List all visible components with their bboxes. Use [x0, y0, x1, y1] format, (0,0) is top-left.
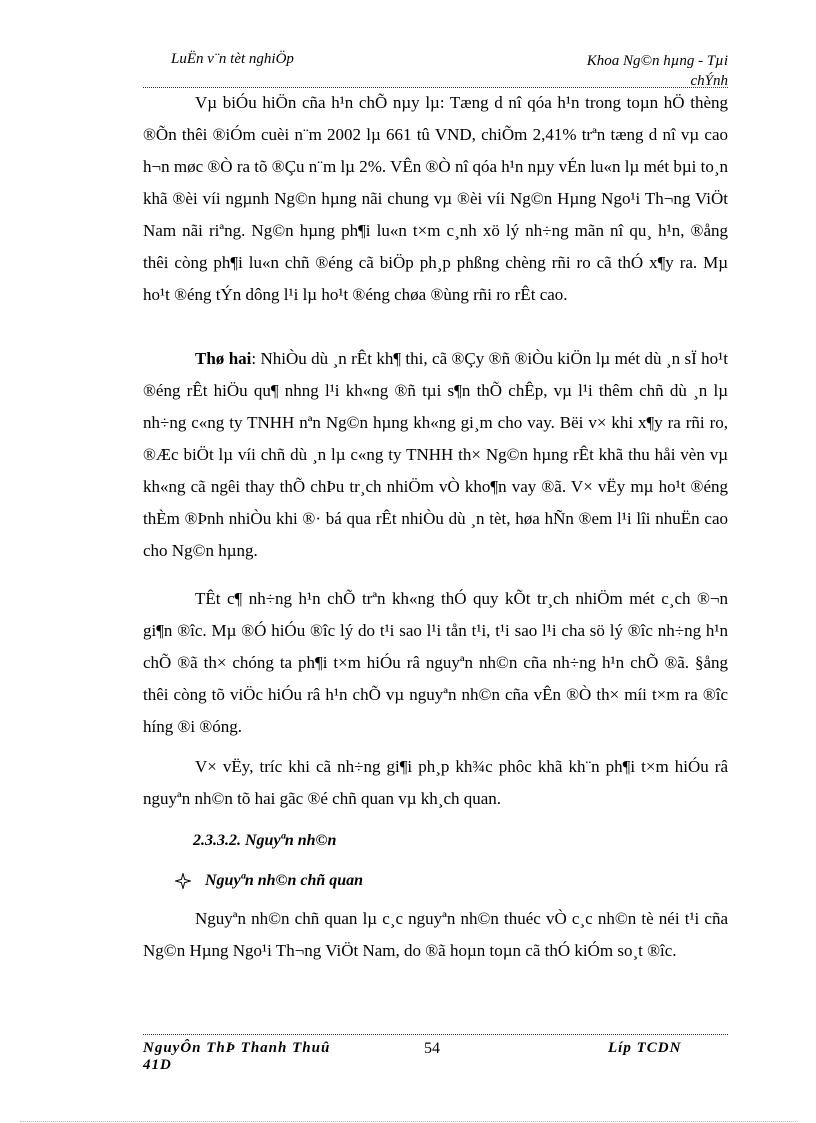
- paragraph-4: V× vËy, tríc khi cã nh÷ng gi¶i ph¸p kh¾c phôc khã kh¨n ph¶i t×m hiÓu râ nguyªn nh©n tõ hai gãc ®é chñ quan vµ kh¸ch quan.: [143, 757, 728, 808]
- header-faculty: [528, 51, 728, 91]
- paragraph-1: Vµ biÓu hiÖn cña h¹n chÕ nµy lµ: Tæng d nî qóa h¹n trong toµn hÖ thèng ®Õn thêi ®iÓm cuèi n¨m 2002 lµ 661 tû VND, chiÕm 2,41% trªn tæng d nî vµ cao h¬n møc ®Ò ra tõ ®Çu n¨m lµ 2%. VÊn ®Ò nî qóa h¹n nµy vÉn lu«n lµ mét bµi to¸n khã ®èi víi ngµnh Ng©n hµng nãi chung vµ ®èi víi Ng©n Hµng Ngo¹i Th¬ng ViÖt Nam nãi riªng. Ng©n hµng ph¶i lu«n t×m c¸nh xö lý nh÷ng mãn nî qu¸ h¹n, ®ång thêi còng ph¶i lu«n chñ ®éng cã biÖp ph¸p phßng chèng rñi ro cã thÓ x¶y ra. Mµ ho¹t ®éng tÝn dông l¹i lµ ho¹t ®éng chøa ®ùng rñi ro rÊt cao.: [143, 93, 728, 304]
- paragraph-3: TÊt c¶ nh÷ng h¹n chÕ trªn kh«ng thÓ quy kÕt tr¸ch nhiÖm mét c¸ch ®¬n gi¶n ®îc. Mµ ®Ó hiÓu ®îc lý do t¹i sao l¹i tån t¹i, t¹i sao l¹i cha sö lý ®îc nh÷ng h¹n chÕ ®ã th× chóng ta ph¶i t×m hiÓu râ nguyªn nh©n cña nh÷ng h¹n chÕ ®ã. §ång thêi còng tõ viÖc hiÓu râ h¹n chÕ vµ nguyªn nh©n cña vÊn ®Ò th× míi t×m ra ®îc híng ®i ®óng.: [143, 589, 728, 736]
- footer-divider: [143, 1034, 728, 1035]
- four-point-star-icon: [175, 873, 191, 889]
- footer-class: Líp TCDN: [608, 1040, 682, 1056]
- header-faculty-line1: Khoa Ng©n hµng - Tµi: [586, 53, 728, 69]
- paragraph-5: Nguyªn nh©n chñ quan lµ c¸c nguyªn nh©n thuéc vÒ c¸c nh©n tè néi t¹i cña Ng©n Hµng Ngo¹i Th¬ng ViÖt Nam, do ®ã hoµn toµn cã thÓ kiÓm so¸t ®îc.: [143, 909, 728, 960]
- header-faculty-line2: chÝnh: [690, 73, 728, 89]
- page-number: 54: [424, 1040, 440, 1057]
- paragraph-2: [143, 343, 728, 567]
- bullet-heading: [175, 872, 363, 890]
- section-heading: 2.3.3.2. Nguyªn nh©n: [193, 832, 337, 849]
- header-thesis-title: LuËn v¨n tèt nghiÖp: [171, 51, 294, 67]
- paragraph-2-lead: Thø hai: [195, 349, 252, 368]
- bullet-heading-text: Nguyªn nh©n chñ quan: [205, 872, 364, 889]
- paragraph-2-body: : NhiÒu dù ¸n rÊt kh¶ thi, cã ®Çy ®ñ ®iÒu kiÖn lµ mét dù ¸n sÏ ho¹t ®éng rÊt hiÖu qu¶ nhng l¹i kh«ng ®ñ tµi s¶n thÕ chÊp, vµ l¹i thêm chñ dù ¸n lµ nh÷ng c«ng ty TNHH nªn Ng©n hµng kh«ng gi¸m cho vay. Bëi v× khi x¶y ra rñi ro, ®Æc biÖt lµ víi chñ dù ¸n lµ c«ng ty TNHH th× Ng©n hµng rÊt khã thu håi vèn vµ kh«ng cã ngêi thay thÕ chÞu tr¸ch nhiÖm vÒ kho¶n vay ®ã. V× vËy mµ ho¹t ®éng thÈm ®Þnh nhiÒu khi ®· bá qua rÊt nhiÒu dù ¸n tèt, høa hÑn ®em l¹i lîi nhuËn cao cho Ng©n hµng.: [143, 349, 728, 560]
- footer-author-class-code: 41D: [143, 1057, 172, 1073]
- footer-author: [143, 1040, 330, 1074]
- page-bottom-border: [20, 1121, 796, 1122]
- footer-author-name: NguyÔn ThÞ Thanh Thuû: [143, 1040, 331, 1056]
